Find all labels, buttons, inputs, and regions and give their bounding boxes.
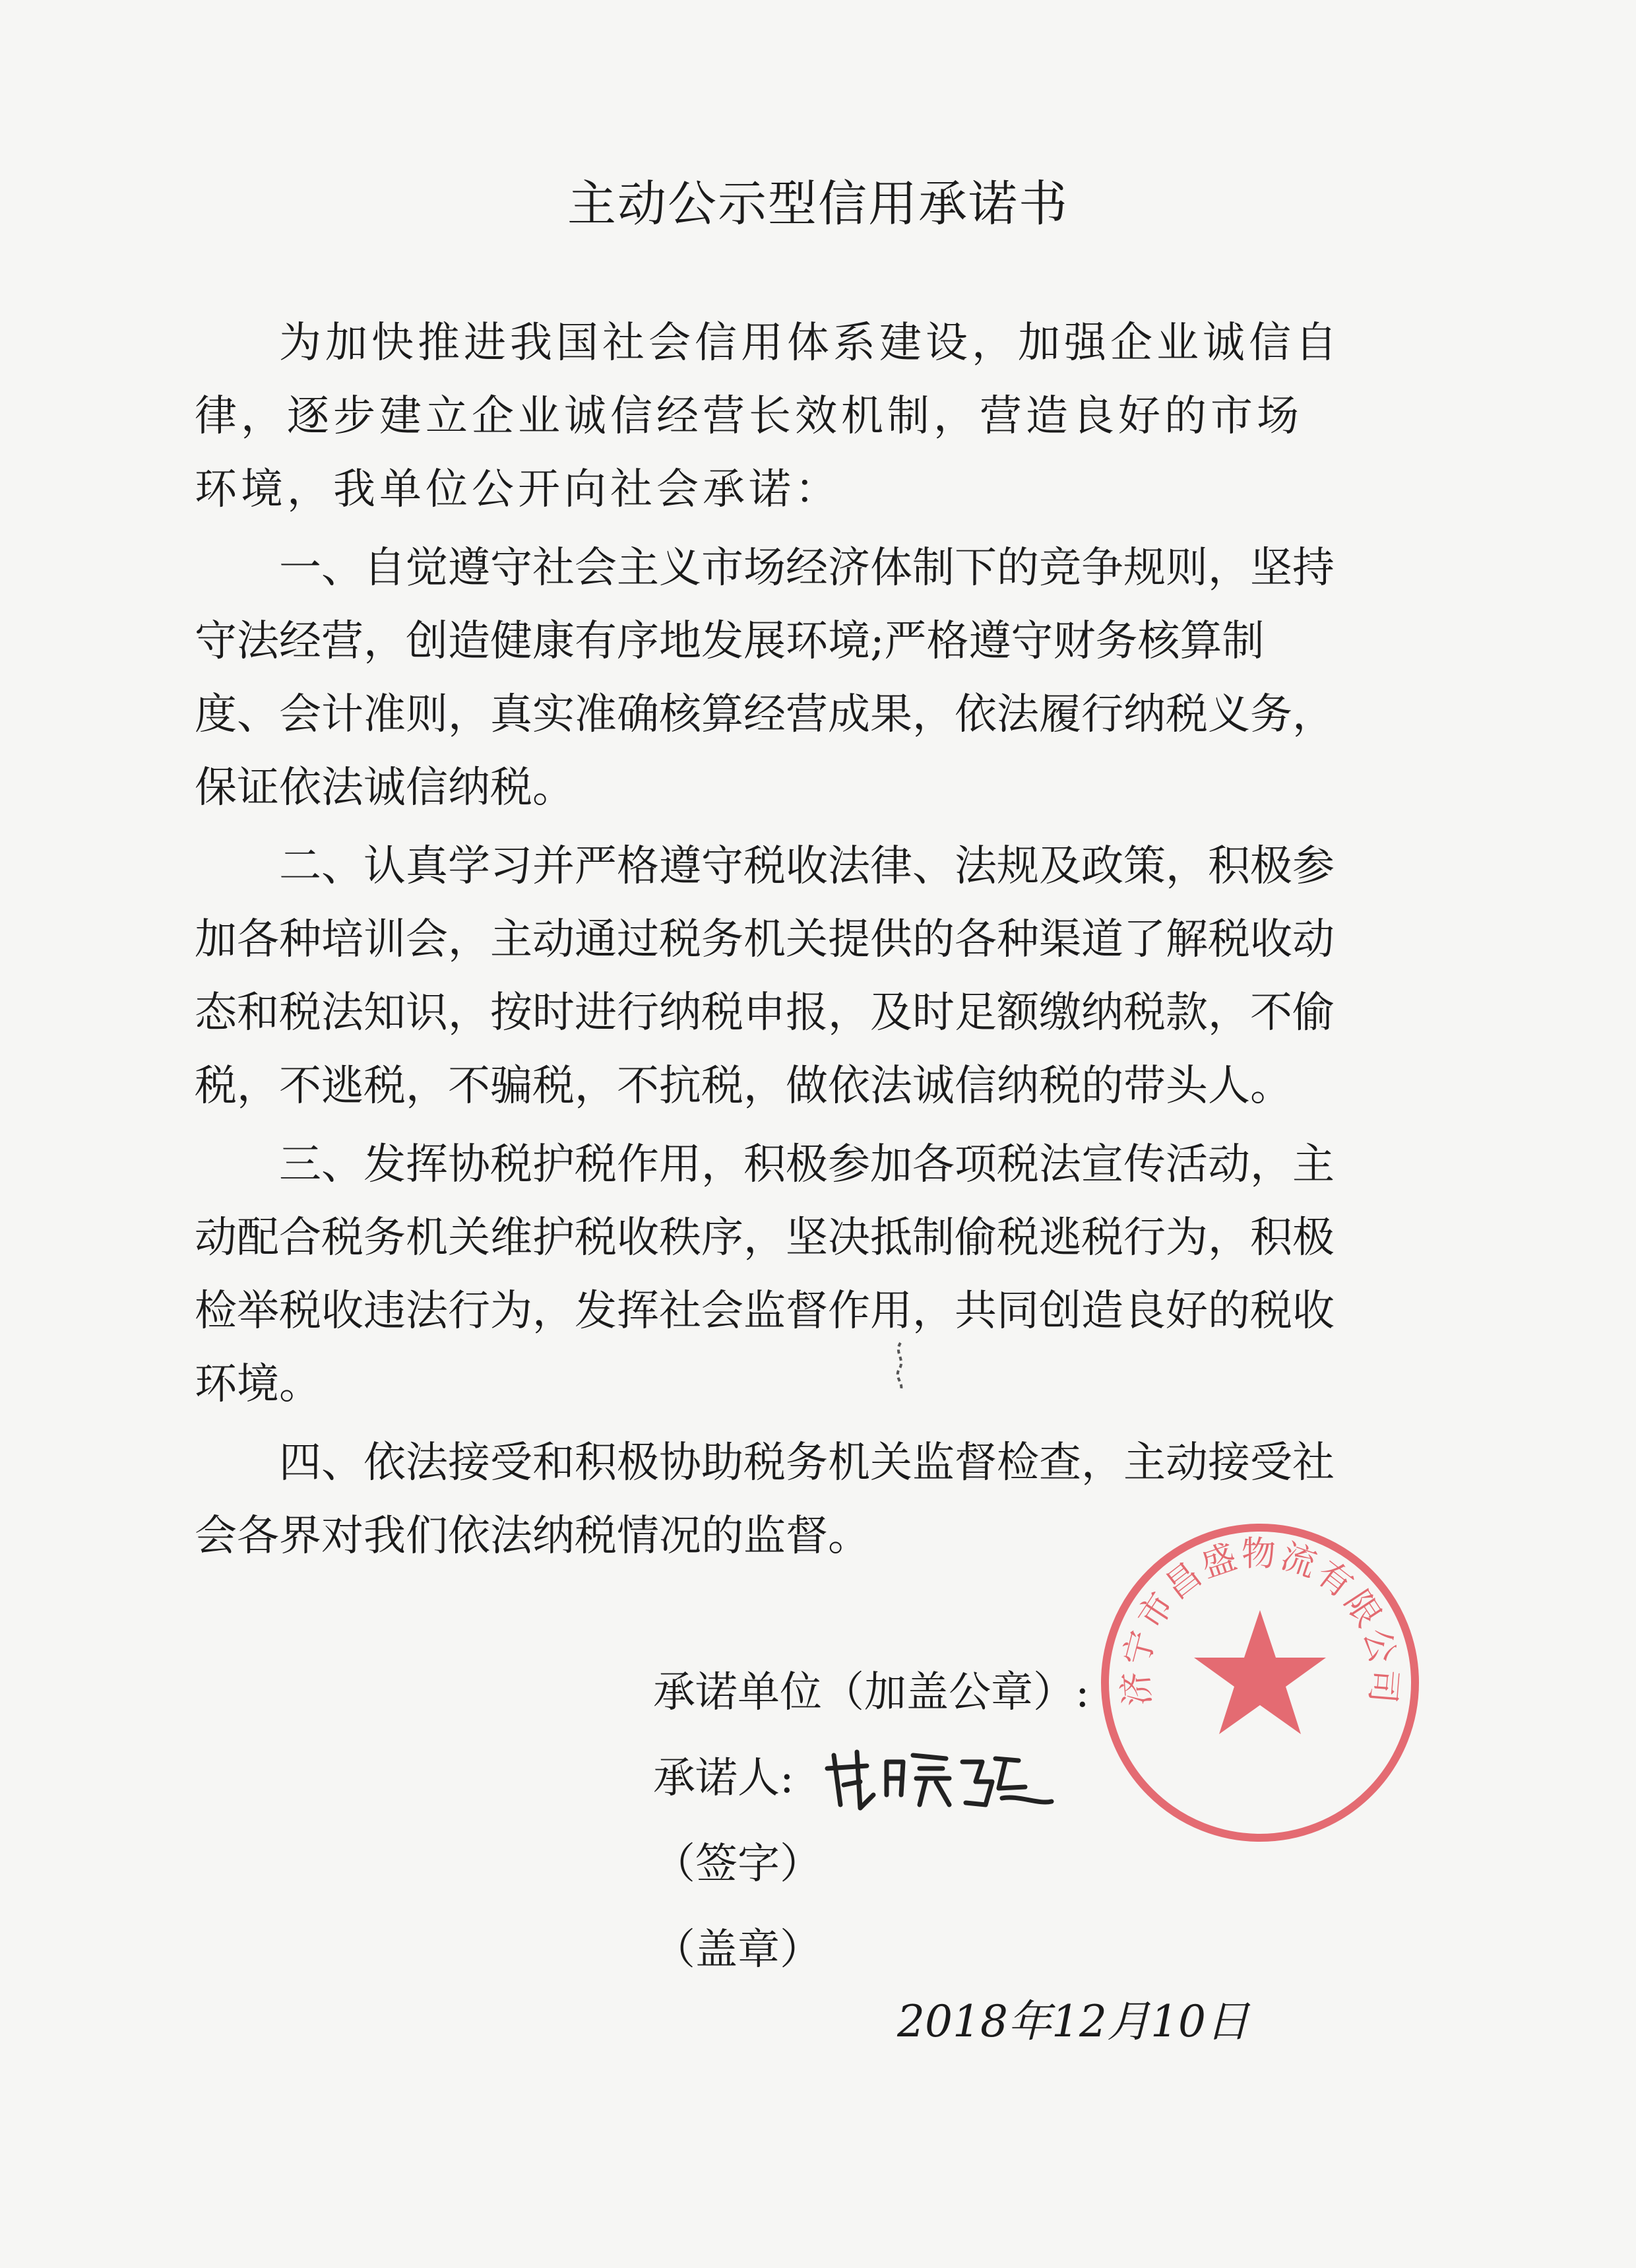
person-label: 承诺人: bbox=[653, 1754, 794, 1803]
scan-smudge bbox=[887, 1340, 914, 1392]
person-row bbox=[653, 1735, 1090, 1821]
paragraph-item-3: 三、发挥协税护税作用，积极参加各项税法宣传活动，主动配合税务机关维护税收秩序，坚决抵制偷税逃税行为，积极检举税收违法行为，发挥社会监督作用，共同创造良好的税收环境。 bbox=[195, 1140, 1335, 1409]
handwritten-date: 2018年12月10日 bbox=[897, 1996, 1249, 2047]
paragraph-item-1: 一、自觉遵守社会主义市场经济体制下的竞争规则，坚持守法经营，创造健康有序地发展环境;严格遵守财务核算制度、会计准则，真实准确核算经营成果，依法履行纳税义务，保证依法诚信纳税。 bbox=[195, 544, 1335, 812]
company-seal bbox=[1095, 1518, 1425, 1848]
seal-note: （盖章） bbox=[653, 1926, 822, 1974]
seal-text: 济宁市昌盛物流有限公司 bbox=[1116, 1534, 1404, 1708]
paragraph-item-2: 二、认真学习并严格遵守税收法律、法规及政策，积极参加各种培训会，主动通过税务机关提供的各种渠道了解税收动态和税法知识，按时进行纳税申报，及时足额缴纳税款，不偷税，不逃税，不骗税，不抗税，做依法诚信纳税的带头人。 bbox=[195, 842, 1335, 1111]
handwritten-signature bbox=[821, 1742, 1058, 1815]
signature-block bbox=[653, 1650, 1090, 1993]
paragraph-item-4: 四、依法接受和积极协助税务机关监督检查，主动接受社会各界对我们依法纳税情况的监督。 bbox=[195, 1439, 1335, 1561]
sign-note: （签字） bbox=[653, 1840, 822, 1889]
unit-label: 承诺单位（加盖公章）: bbox=[653, 1668, 1090, 1717]
paragraph-intro: 为加快推进我国社会信用体系建设，加强企业诚信自律，逐步建立企业诚信经营长效机制，营造良好的市场环境，我单位公开向社会承诺： bbox=[195, 319, 1341, 514]
document-body bbox=[195, 307, 1342, 1573]
document-title: 主动公示型信用承诺书 bbox=[567, 176, 1069, 232]
